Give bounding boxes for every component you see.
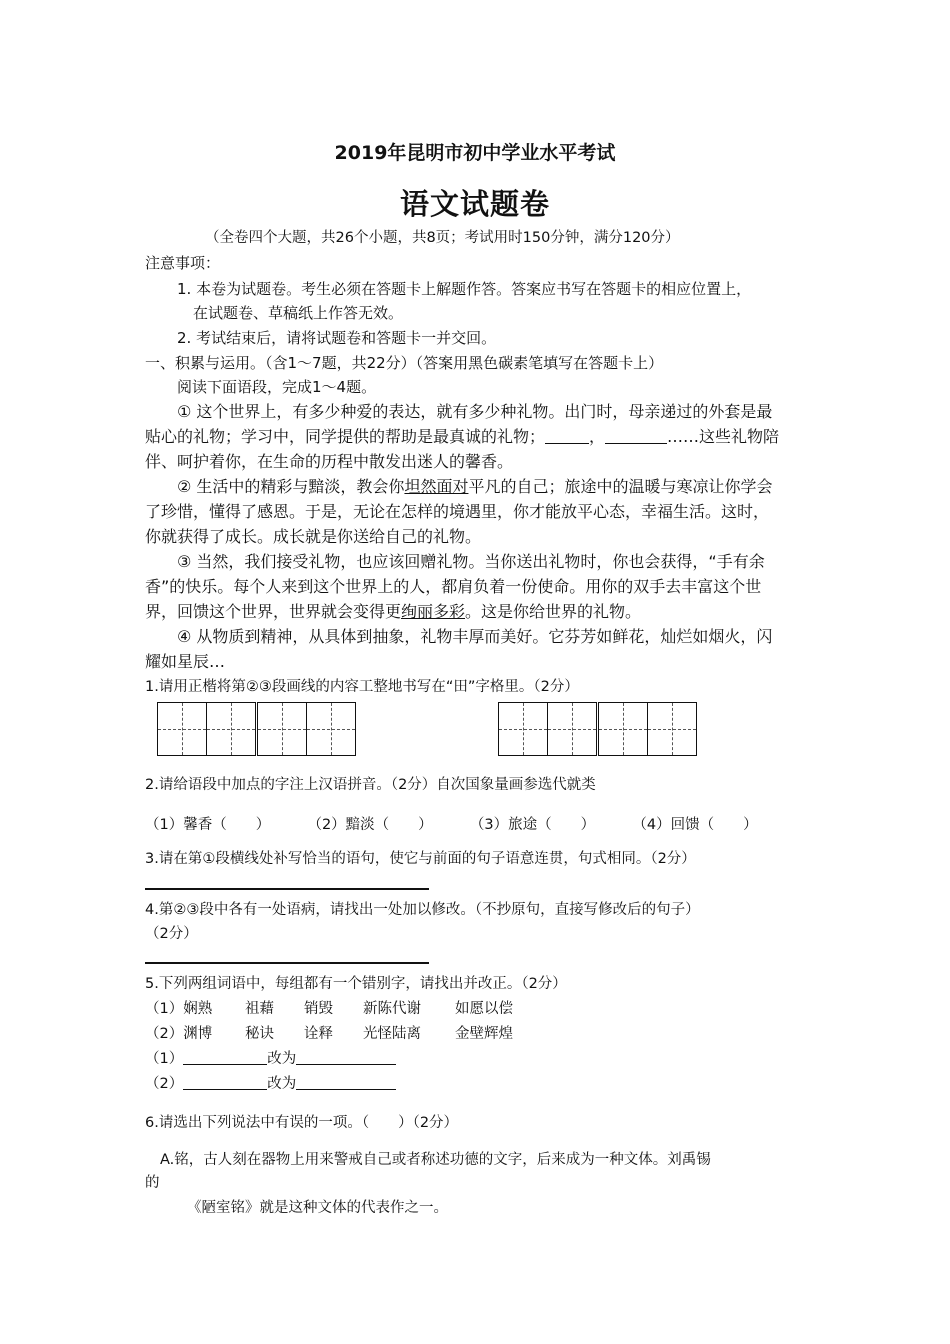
fill-blank-2 [605,427,667,444]
passage-p1-line3: 伴、呵护着你，在生命的历程中散发出迷人的馨香。 [145,452,514,471]
tian-grid-right[interactable] [498,702,697,756]
question-4-points: （2分） [145,926,198,942]
note-item-1: 1. 本卷为试题卷。考生必须在答题卡上解题作答。答案应书写在答题卡的相应位置上， [177,280,752,298]
notes-heading: 注意事项： [145,254,221,272]
note-item-1-cont: 在试题卷、草稿纸上作答无效。 [193,304,404,322]
passage-p4-line1: ④ 从物质到精神，从具体到抽象，礼物丰厚而美好。它芬芳如鲜花，灿烂如烟火，闪 [177,627,773,646]
passage-p1-line2 [145,426,779,448]
option-a[interactable]: A.铭，古人刻在器物上用来警戒自己或者称述功德的文字，后来成为一种文体。刘禹锡 [160,1152,711,1168]
passage-p3-text-end: 。这是你给世界的礼物。 [465,602,642,621]
tian-cell[interactable] [257,702,307,756]
passage-p3-text: 界，回馈这个世界，世界就会变得更 [145,602,402,621]
tian-cell[interactable] [206,702,256,756]
option-a-cont: 的 [145,1175,160,1191]
word: 祖藉 [245,1001,274,1017]
question-2: 2.请给语段中加点的字注上汉语拼音。（2分）自次国象量画参选代就类 [145,777,596,793]
word: 销毁 [304,1001,333,1017]
question-5: 5.下列两组词语中，每组都有一个错别字，请找出并改正。（2分） [145,976,567,992]
pinyin-item-3[interactable]: （3）旅途（ ） [469,817,596,833]
tian-cell[interactable] [547,702,597,756]
question-6: 6.请选出下列说法中有误的一项。（ ）（2分） [145,1115,459,1131]
wrong-char-blank[interactable] [183,1073,267,1090]
tian-cell[interactable] [157,702,207,756]
correction-line-2 [145,1073,396,1095]
exam-title: 2019年昆明市初中学业水平考试 [334,142,616,164]
word-group-2 [145,1023,513,1045]
fill-blank-1 [545,427,589,444]
change-to-label: 改为 [267,1051,297,1067]
word: 光怪陆离 [363,1026,421,1042]
tian-cell[interactable] [598,702,648,756]
word: 新陈代谢 [363,1001,421,1017]
word: （1）娴熟 [145,1001,213,1017]
tian-grid-left[interactable] [157,702,356,756]
blank-separator: ， [589,427,606,446]
exam-info: （全卷四个大题，共26个小题，共8页；考试用时150分钟，满分120分） [205,230,680,246]
tian-cell[interactable] [306,702,356,756]
pinyin-item-1[interactable]: （1）馨香（ ） [145,817,271,833]
word: 秘诀 [245,1026,274,1042]
passage-p3-line1: ③ 当然，我们接受礼物，也应该回赠礼物。当你送出礼物时，你也会获得，“手有余 [177,552,765,571]
word-group-1 [145,998,513,1020]
underlined-phrase-2: 绚丽多彩 [401,602,466,621]
correction-line-1 [145,1048,396,1070]
passage-p1-line1: ① 这个世界上，有多少种爱的表达，就有多少种礼物。出门时，母亲递过的外套是最 [177,402,773,421]
underlined-phrase-1: 坦然面对 [404,477,469,496]
passage-p4-line2: 耀如星辰… [145,652,226,671]
tian-cell[interactable] [647,702,697,756]
question-4: 4.第②③段中各有一处语病，请找出一处加以修改。（不抄原句，直接写修改后的句子） [145,902,700,918]
passage-p1-text-end: ……这些礼物陪 [667,427,780,446]
question-2-items [145,814,758,836]
word: （2）渊博 [145,1026,213,1042]
correct-char-blank[interactable] [296,1073,396,1090]
answer-line-4[interactable] [145,962,429,964]
tian-cell[interactable] [498,702,548,756]
passage-p2-line1 [177,476,772,498]
question-3: 3.请在第①段横线处补写恰当的语句，使它与前面的句子语意连贯，句式相同。（2分） [145,851,696,867]
passage-p2-text-end: 平凡的自己；旅途中的温暖与寒凉让你学会 [468,477,773,496]
passage-p3-line2: 香”的快乐。每个人来到这个世界上的人，都肩负着一份使命。用你的双手去丰富这个世 [145,577,762,596]
wrong-char-blank[interactable] [183,1048,267,1065]
correction-label: （1） [145,1051,184,1067]
pinyin-item-4[interactable]: （4）回馈（ ） [632,817,758,833]
word: 如愿以偿 [455,1001,513,1017]
section-1-heading: 一、积累与运用。（含1～7题，共22分）（答案用黑色碳素笔填写在答题卡上） [145,354,664,372]
passage-p1-text: 贴心的礼物；学习中，同学提供的帮助是最真诚的礼物； [145,427,546,446]
change-to-label: 改为 [267,1076,297,1092]
subject-title: 语文试题卷 [399,187,550,221]
passage-p2-line2: 了珍惜，懂得了感恩。于是，无论在怎样的境遇里，你才能放平心态，幸福生活。这时， [145,502,770,521]
reading-intro: 阅读下面语段，完成1～4题。 [177,378,377,396]
pinyin-item-2[interactable]: （2）黯淡（ ） [307,817,433,833]
answer-line-3[interactable] [145,888,429,890]
note-item-2: 2. 考试结束后，请将试题卷和答题卡一并交回。 [177,329,497,347]
passage-p2-text: ② 生活中的精彩与黯淡，教会你 [177,477,405,496]
question-1: 1.请用正楷将第②③段画线的内容工整地书写在“田”字格里。（2分） [145,679,579,695]
word: 金壁辉煌 [455,1026,513,1042]
word: 诠释 [304,1026,333,1042]
correct-char-blank[interactable] [296,1048,396,1065]
passage-p3-line3 [145,601,641,623]
passage-p2-line3: 你就获得了成长。成长就是你送给自己的礼物。 [145,527,482,546]
option-a-cont-2: 《陋室铭》就是这种文体的代表作之一。 [187,1200,448,1216]
correction-label: （2） [145,1076,184,1092]
